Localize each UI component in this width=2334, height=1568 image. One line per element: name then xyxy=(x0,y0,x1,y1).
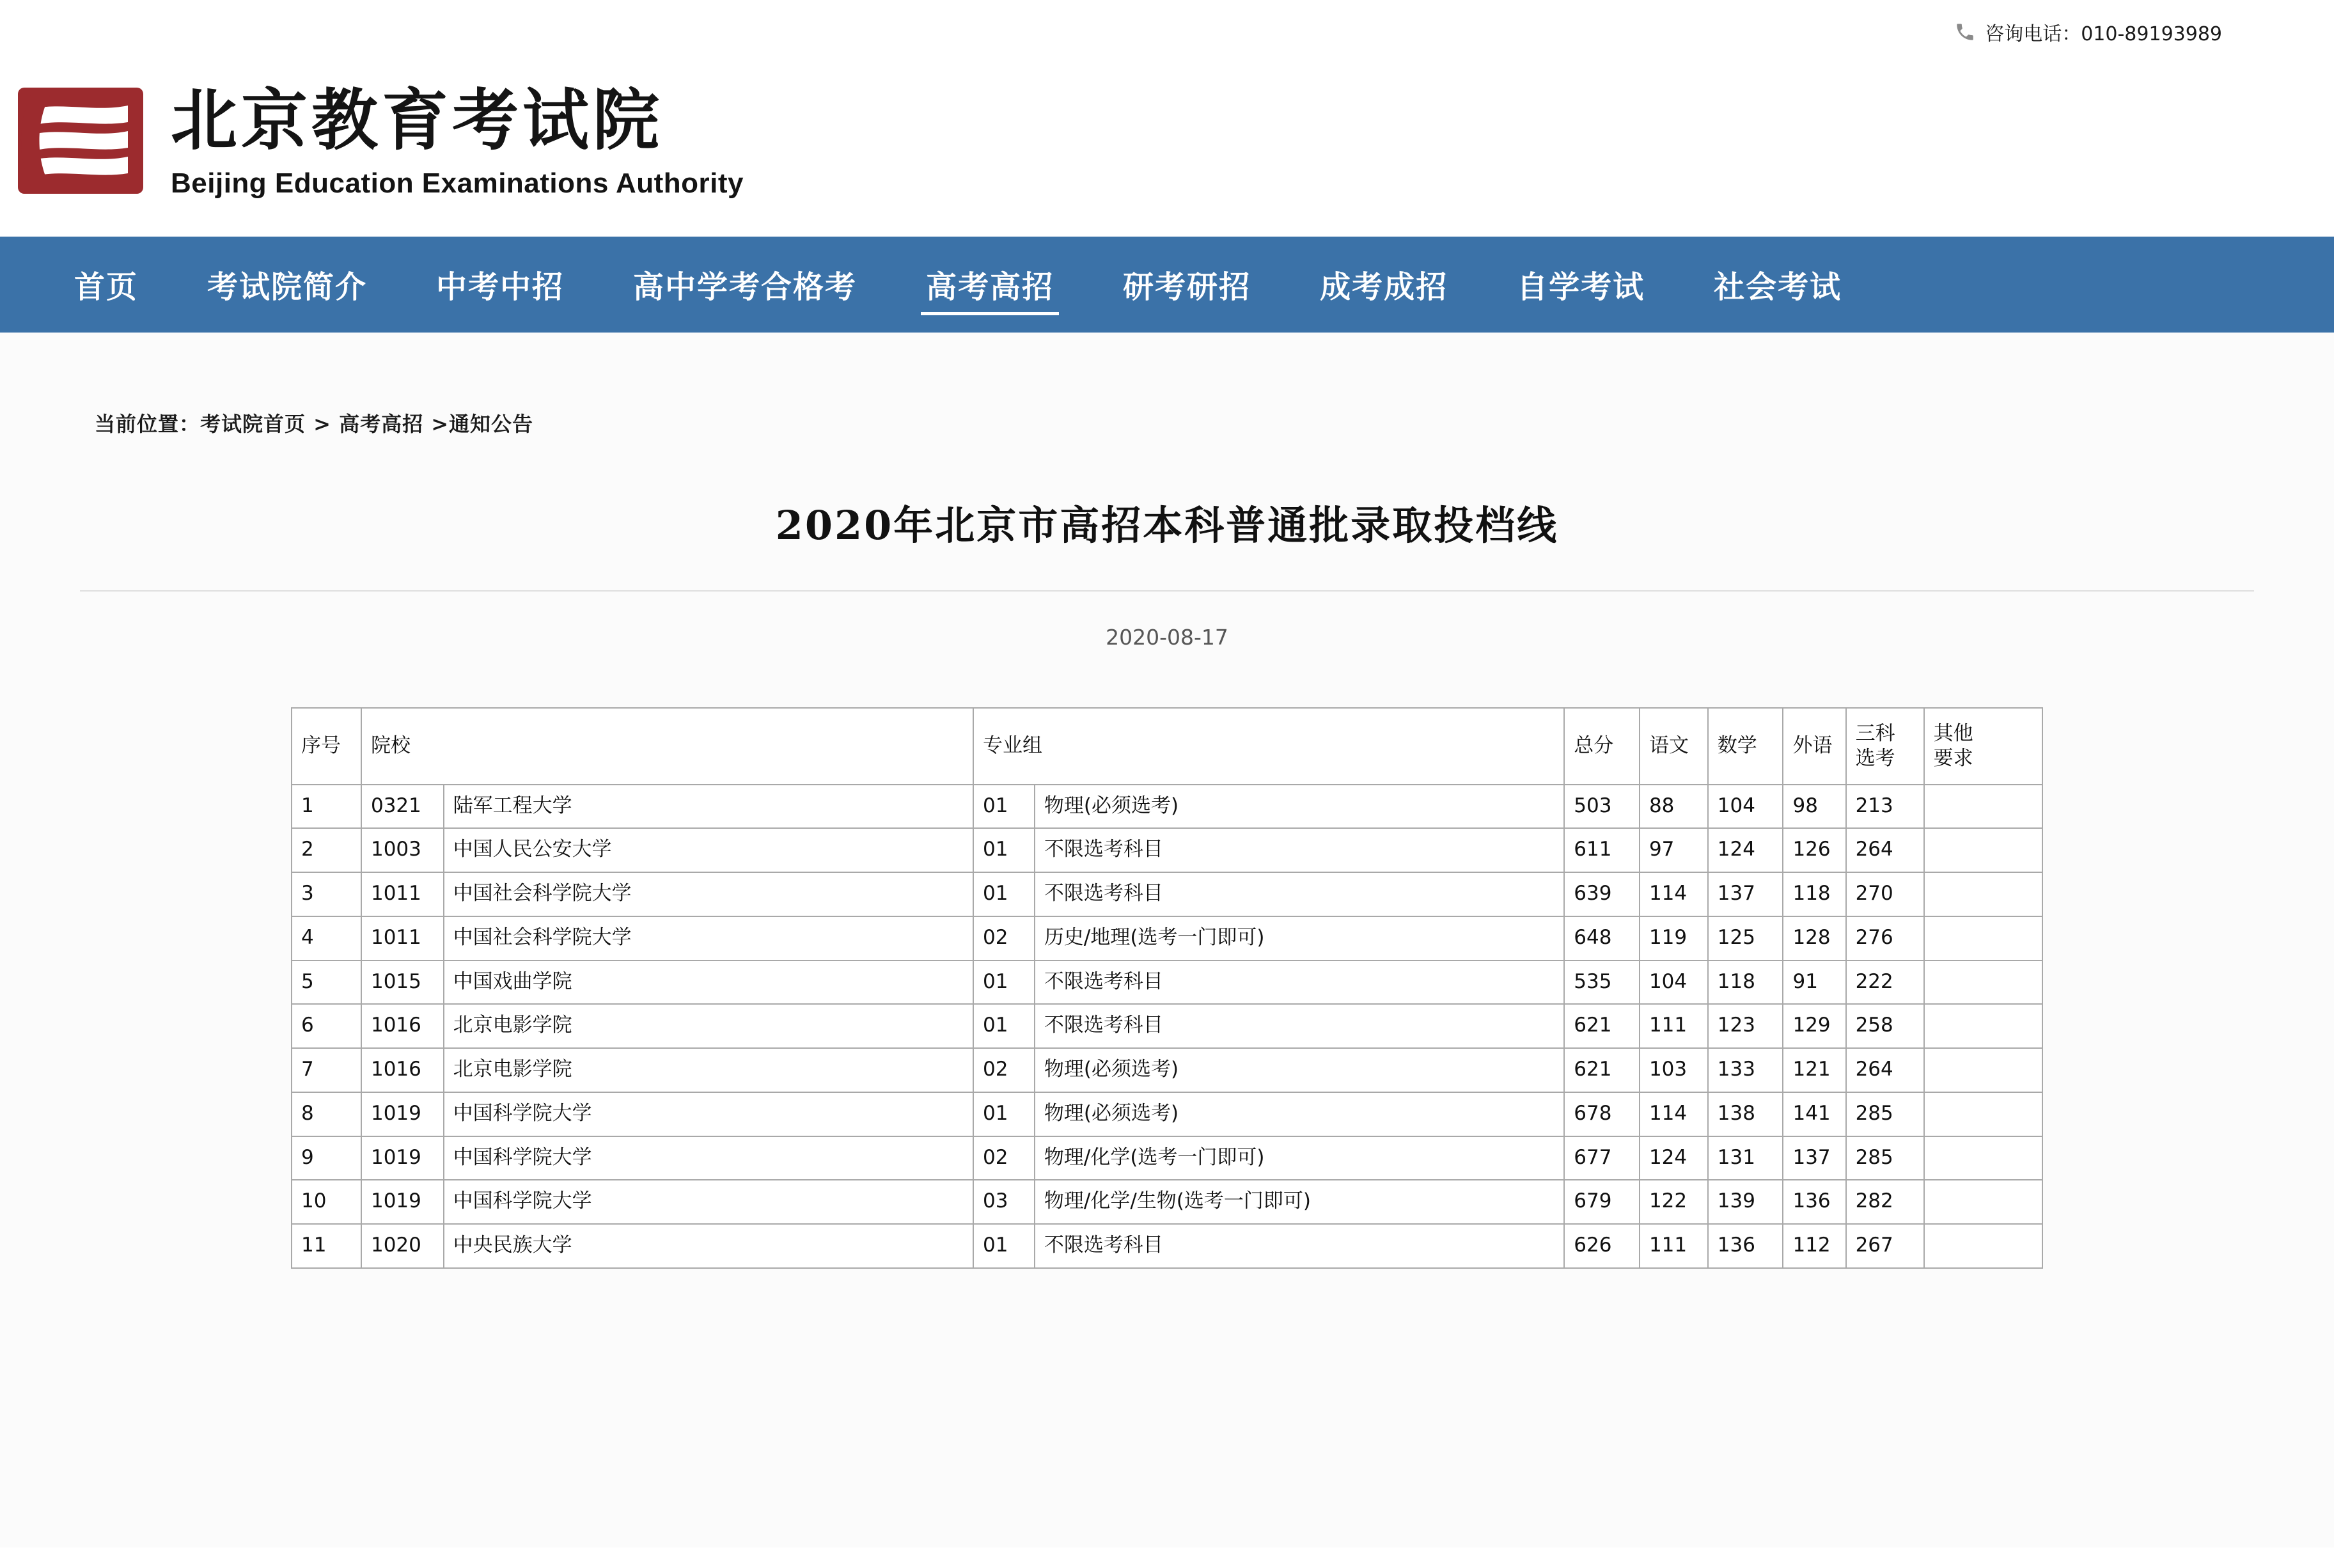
score-table-container xyxy=(291,707,2043,1269)
cell-other xyxy=(1924,828,2042,872)
main-navigation xyxy=(0,237,2334,333)
cell-foreign: 136 xyxy=(1783,1180,1845,1224)
phone-label: 咨询电话：010-89193989 xyxy=(1985,23,2222,45)
admission-score-table xyxy=(291,707,2043,1269)
cell-other xyxy=(1924,1224,2042,1268)
site-logo[interactable] xyxy=(0,45,2334,237)
cell-group-no: 02 xyxy=(973,1048,1035,1092)
cell-school-code: 1015 xyxy=(361,960,444,1005)
cell-foreign: 112 xyxy=(1783,1224,1845,1268)
cell-school-code: 1016 xyxy=(361,1004,444,1048)
cell-group-name: 物理(必须选考) xyxy=(1035,1048,1564,1092)
cell-school-name: 中国科学院大学 xyxy=(444,1092,973,1136)
cell-chinese: 103 xyxy=(1640,1048,1708,1092)
cell-other xyxy=(1924,1092,2042,1136)
cell-total: 626 xyxy=(1564,1224,1640,1268)
nav-item-about[interactable]: 考试院简介 xyxy=(207,269,368,305)
header-three-line1: 三科 xyxy=(1855,722,1895,745)
header-foreign: 外语 xyxy=(1783,708,1845,785)
cell-foreign: 141 xyxy=(1783,1092,1845,1136)
table-row xyxy=(292,1004,2042,1048)
cell-foreign: 137 xyxy=(1783,1136,1845,1180)
cell-index: 9 xyxy=(292,1136,361,1180)
header-group: 专业组 xyxy=(973,708,1564,785)
cell-three: 276 xyxy=(1846,916,1924,960)
logo-title-en: Beijing Education Examinations Authority xyxy=(171,167,744,199)
cell-group-name: 物理/化学/生物(选考一门即可) xyxy=(1035,1180,1564,1224)
cell-math: 139 xyxy=(1708,1180,1783,1224)
cell-other xyxy=(1924,1048,2042,1092)
cell-chinese: 104 xyxy=(1640,960,1708,1005)
title-divider xyxy=(80,590,2254,592)
table-row xyxy=(292,1224,2042,1268)
header-school: 院校 xyxy=(361,708,973,785)
cell-three: 285 xyxy=(1846,1092,1924,1136)
cell-school-code: 1019 xyxy=(361,1092,444,1136)
cell-three: 282 xyxy=(1846,1180,1924,1224)
cell-group-name: 不限选考科目 xyxy=(1035,960,1564,1005)
cell-index: 3 xyxy=(292,872,361,916)
cell-chinese: 97 xyxy=(1640,828,1708,872)
nav-item-chengkao[interactable]: 成考成招 xyxy=(1320,269,1448,305)
cell-three: 264 xyxy=(1846,1048,1924,1092)
cell-three: 285 xyxy=(1846,1136,1924,1180)
cell-math: 138 xyxy=(1708,1092,1783,1136)
table-row xyxy=(292,1136,2042,1180)
cell-index: 5 xyxy=(292,960,361,1005)
cell-group-no: 01 xyxy=(973,1224,1035,1268)
cell-math: 118 xyxy=(1708,960,1783,1005)
cell-school-name: 中国社会科学院大学 xyxy=(444,916,973,960)
cell-school-name: 中国社会科学院大学 xyxy=(444,872,973,916)
cell-group-name: 不限选考科目 xyxy=(1035,1224,1564,1268)
cell-total: 611 xyxy=(1564,828,1640,872)
table-row xyxy=(292,872,2042,916)
nav-item-home[interactable]: 首页 xyxy=(74,269,139,305)
cell-three: 258 xyxy=(1846,1004,1924,1048)
cell-school-name: 中国科学院大学 xyxy=(444,1136,973,1180)
cell-other xyxy=(1924,785,2042,829)
cell-group-name: 不限选考科目 xyxy=(1035,1004,1564,1048)
cell-chinese: 122 xyxy=(1640,1180,1708,1224)
table-header-row xyxy=(292,708,2042,785)
cell-foreign: 91 xyxy=(1783,960,1845,1005)
cell-three: 267 xyxy=(1846,1224,1924,1268)
cell-foreign: 118 xyxy=(1783,872,1845,916)
cell-index: 1 xyxy=(292,785,361,829)
cell-total: 677 xyxy=(1564,1136,1640,1180)
cell-group-no: 01 xyxy=(973,828,1035,872)
nav-item-gaokao[interactable]: 高考高招 xyxy=(903,251,1077,319)
nav-item-yankao[interactable]: 研考研招 xyxy=(1123,269,1251,305)
cell-chinese: 119 xyxy=(1640,916,1708,960)
cell-group-no: 01 xyxy=(973,960,1035,1005)
cell-group-no: 02 xyxy=(973,916,1035,960)
cell-index: 11 xyxy=(292,1224,361,1268)
cell-foreign: 98 xyxy=(1783,785,1845,829)
cell-index: 10 xyxy=(292,1180,361,1224)
cell-other xyxy=(1924,916,2042,960)
table-row xyxy=(292,785,2042,829)
cell-index: 4 xyxy=(292,916,361,960)
cell-three: 213 xyxy=(1846,785,1924,829)
phone-contact xyxy=(1954,18,2222,46)
cell-group-name: 物理(必须选考) xyxy=(1035,785,1564,829)
cell-group-no: 02 xyxy=(973,1136,1035,1180)
table-body xyxy=(292,785,2042,1268)
cell-three: 270 xyxy=(1846,872,1924,916)
cell-group-no: 01 xyxy=(973,785,1035,829)
cell-three: 222 xyxy=(1846,960,1924,1005)
table-row xyxy=(292,1048,2042,1092)
header-other-line1: 其他 xyxy=(1933,722,1973,745)
publish-date: 2020-08-17 xyxy=(1106,625,1228,650)
cell-school-code: 1019 xyxy=(361,1180,444,1224)
cell-total: 678 xyxy=(1564,1092,1640,1136)
cell-group-name: 不限选考科目 xyxy=(1035,828,1564,872)
cell-math: 123 xyxy=(1708,1004,1783,1048)
cell-chinese: 111 xyxy=(1640,1224,1708,1268)
cell-total: 648 xyxy=(1564,916,1640,960)
cell-group-no: 01 xyxy=(973,1092,1035,1136)
cell-index: 2 xyxy=(292,828,361,872)
cell-math: 124 xyxy=(1708,828,1783,872)
cell-total: 679 xyxy=(1564,1180,1640,1224)
nav-item-highschool-exam[interactable]: 高中学考合格考 xyxy=(633,269,858,305)
cell-group-name: 物理(必须选考) xyxy=(1035,1092,1564,1136)
cell-foreign: 126 xyxy=(1783,828,1845,872)
cell-school-code: 1003 xyxy=(361,828,444,872)
logo-text xyxy=(171,82,744,200)
cell-other xyxy=(1924,1004,2042,1048)
cell-school-name: 中国戏曲学院 xyxy=(444,960,973,1005)
cell-math: 136 xyxy=(1708,1224,1783,1268)
table-row xyxy=(292,1180,2042,1224)
cell-math: 104 xyxy=(1708,785,1783,829)
cell-other xyxy=(1924,1180,2042,1224)
cell-total: 503 xyxy=(1564,785,1640,829)
cell-school-code: 1019 xyxy=(361,1136,444,1180)
cell-school-code: 1016 xyxy=(361,1048,444,1092)
cell-school-name: 中国人民公安大学 xyxy=(444,828,973,872)
page-title: 2020年北京市高招本科普通批录取投档线 xyxy=(775,502,1559,549)
cell-school-code: 1020 xyxy=(361,1224,444,1268)
cell-group-name: 不限选考科目 xyxy=(1035,872,1564,916)
nav-item-zixue[interactable]: 自学考试 xyxy=(1517,269,1645,305)
cell-math: 133 xyxy=(1708,1048,1783,1092)
cell-school-name: 北京电影学院 xyxy=(444,1004,973,1048)
cell-school-code: 1011 xyxy=(361,872,444,916)
cell-index: 7 xyxy=(292,1048,361,1092)
breadcrumb[interactable]: 当前位置：考试院首页 > 高考高招 >通知公告 xyxy=(95,412,534,436)
cell-other xyxy=(1924,872,2042,916)
cell-school-name: 中国科学院大学 xyxy=(444,1180,973,1224)
cell-group-no: 03 xyxy=(973,1180,1035,1224)
cell-chinese: 114 xyxy=(1640,872,1708,916)
cell-math: 137 xyxy=(1708,872,1783,916)
cell-school-code: 1011 xyxy=(361,916,444,960)
page-content xyxy=(0,333,2334,1548)
nav-item-shehui[interactable]: 社会考试 xyxy=(1714,269,1842,305)
header-three-line2: 选考 xyxy=(1855,746,1895,770)
cell-three: 264 xyxy=(1846,828,1924,872)
cell-total: 639 xyxy=(1564,872,1640,916)
cell-total: 621 xyxy=(1564,1004,1640,1048)
cell-school-name: 陆军工程大学 xyxy=(444,785,973,829)
cell-total: 621 xyxy=(1564,1048,1640,1092)
header-chinese: 语文 xyxy=(1640,708,1708,785)
logo-title-cn: 北京教育考试院 xyxy=(171,81,664,160)
cell-chinese: 88 xyxy=(1640,785,1708,829)
cell-other xyxy=(1924,960,2042,1005)
cell-school-name: 北京电影学院 xyxy=(444,1048,973,1092)
cell-chinese: 114 xyxy=(1640,1092,1708,1136)
cell-math: 131 xyxy=(1708,1136,1783,1180)
table-row xyxy=(292,1092,2042,1136)
cell-other xyxy=(1924,1136,2042,1180)
cell-group-name: 物理/化学(选考一门即可) xyxy=(1035,1136,1564,1180)
cell-math: 125 xyxy=(1708,916,1783,960)
cell-chinese: 111 xyxy=(1640,1004,1708,1048)
cell-school-name: 中央民族大学 xyxy=(444,1224,973,1268)
cell-foreign: 121 xyxy=(1783,1048,1845,1092)
header-other-line2: 要求 xyxy=(1933,746,1973,770)
cell-group-no: 01 xyxy=(973,872,1035,916)
phone-icon xyxy=(1954,21,1976,43)
cell-foreign: 128 xyxy=(1783,916,1845,960)
cell-foreign: 129 xyxy=(1783,1004,1845,1048)
cell-school-code: 0321 xyxy=(361,785,444,829)
header-index: 序号 xyxy=(292,708,361,785)
header-other-requirements xyxy=(1924,708,2042,785)
cell-chinese: 124 xyxy=(1640,1136,1708,1180)
table-row xyxy=(292,828,2042,872)
bea-logo-icon xyxy=(14,80,152,201)
cell-total: 535 xyxy=(1564,960,1640,1005)
cell-index: 8 xyxy=(292,1092,361,1136)
nav-item-zhongkao[interactable]: 中考中招 xyxy=(436,269,565,305)
cell-group-name: 历史/地理(选考一门即可) xyxy=(1035,916,1564,960)
table-row xyxy=(292,960,2042,1005)
header-math: 数学 xyxy=(1708,708,1783,785)
cell-group-no: 01 xyxy=(973,1004,1035,1048)
header-three-subjects xyxy=(1846,708,1924,785)
table-row xyxy=(292,916,2042,960)
cell-index: 6 xyxy=(292,1004,361,1048)
header-total: 总分 xyxy=(1564,708,1640,785)
